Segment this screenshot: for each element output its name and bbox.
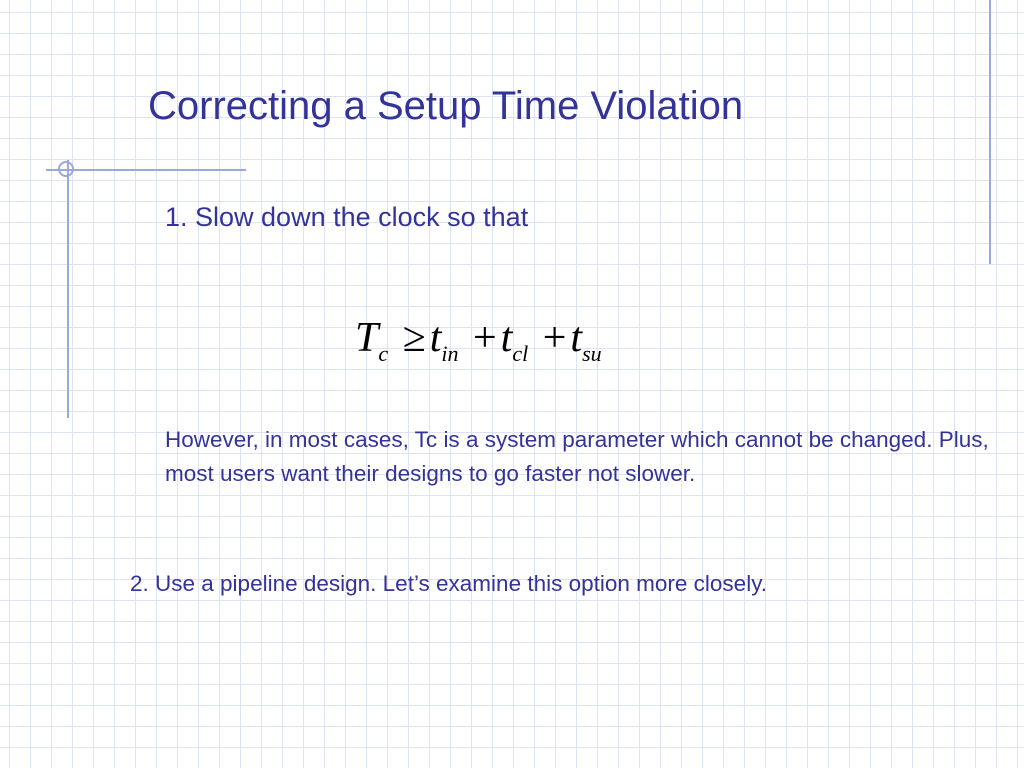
formula-plus-1: + [472, 315, 497, 361]
formula-t-in: $t_{in}$ [429, 315, 459, 366]
point-1-text: 1. Slow down the clock so that [165, 202, 529, 232]
right-vertical-rule [989, 0, 991, 264]
point-2-text: 2. Use a pipeline design. Let’s examine this option more closely. [130, 571, 768, 596]
formula-plus-2: + [542, 315, 567, 361]
left-vertical-rule [67, 160, 69, 418]
formula-t-cl: $t_{cl}$ [500, 315, 529, 366]
formula-t-su: $t_{su}$ [570, 315, 602, 366]
slide-title: Correcting a Setup Time Violation [148, 84, 744, 128]
note-paragraph: However, in most cases, Tc is a system parameter which cannot be changed. Plus, most users want their designs to go faster not slower. [165, 427, 989, 486]
formula-Tc: $T_c$ [355, 315, 389, 366]
setup-time-formula [355, 314, 602, 366]
corner-circle-ornament [58, 161, 74, 177]
left-horizontal-rule [46, 169, 246, 171]
formula-ge-sign: ≥ [402, 315, 426, 361]
